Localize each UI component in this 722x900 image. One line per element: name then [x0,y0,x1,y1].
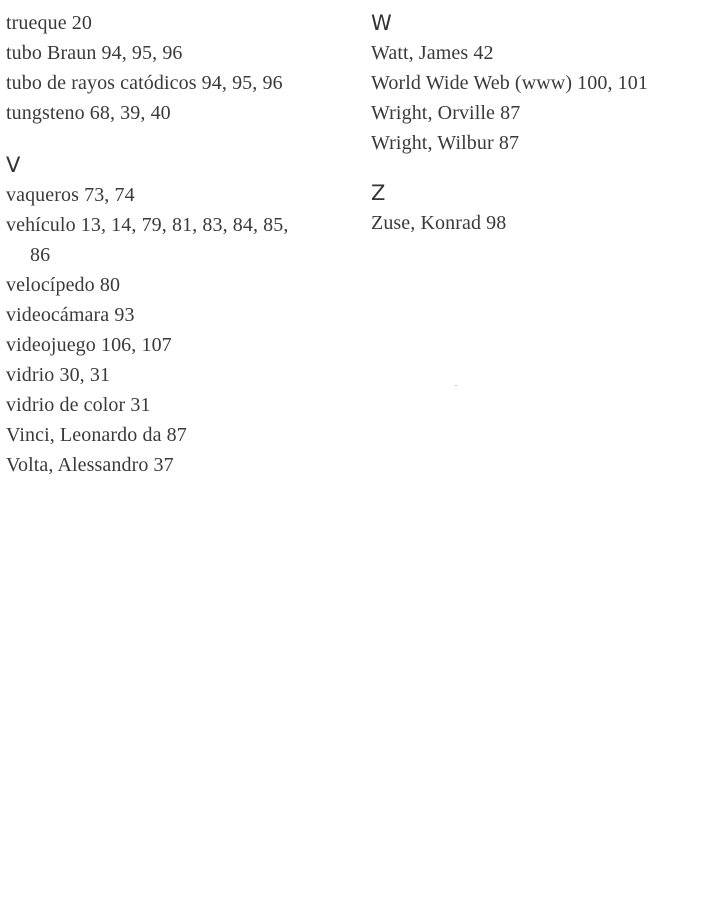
index-letter-heading-z: Z [371,181,386,205]
index-column-left [6,8,356,480]
index-entry-vaqueros: vaqueros 73, 74 [6,184,135,206]
paper-speck [455,385,457,386]
index-letter-heading-w: W [371,11,392,35]
index-entry-watt: Watt, James 42 [371,42,494,64]
index-entry-vidrio-de-color: vidrio de color 31 [6,394,151,416]
index-entry-tubo-braun: tubo Braun 94, 95, 96 [6,42,183,64]
index-column-right [371,8,719,238]
index-entry-velocipedo: velocípedo 80 [6,274,121,296]
index-entry-vehiculo-continuation: 86 [30,244,51,266]
index-letter-heading-v: V [6,153,21,177]
index-entry-wright-orville: Wright, Orville 87 [371,102,521,124]
index-entry-videocamara: videocámara 93 [6,304,135,326]
index-entry-videojuego: videojuego 106, 107 [6,334,172,356]
index-entry-tubo-rayos-catodicos: tubo de rayos catódicos 94, 95, 96 [6,72,283,94]
index-entry-wright-wilbur: Wright, Wilbur 87 [371,132,520,154]
index-entry-vinci: Vinci, Leonardo da 87 [6,424,187,446]
index-entry-zuse: Zuse, Konrad 98 [371,212,507,234]
index-entry-vehiculo: vehículo 13, 14, 79, 81, 83, 84, 85, [6,214,289,236]
index-entry-tungsteno: tungsteno 68, 39, 40 [6,102,171,124]
index-entry-vidrio: vidrio 30, 31 [6,364,111,386]
index-entry-world-wide-web: World Wide Web (www) 100, 101 [371,72,648,94]
index-entry-volta: Volta, Alessandro 37 [6,454,174,476]
index-entry-trueque: trueque 20 [6,12,92,34]
